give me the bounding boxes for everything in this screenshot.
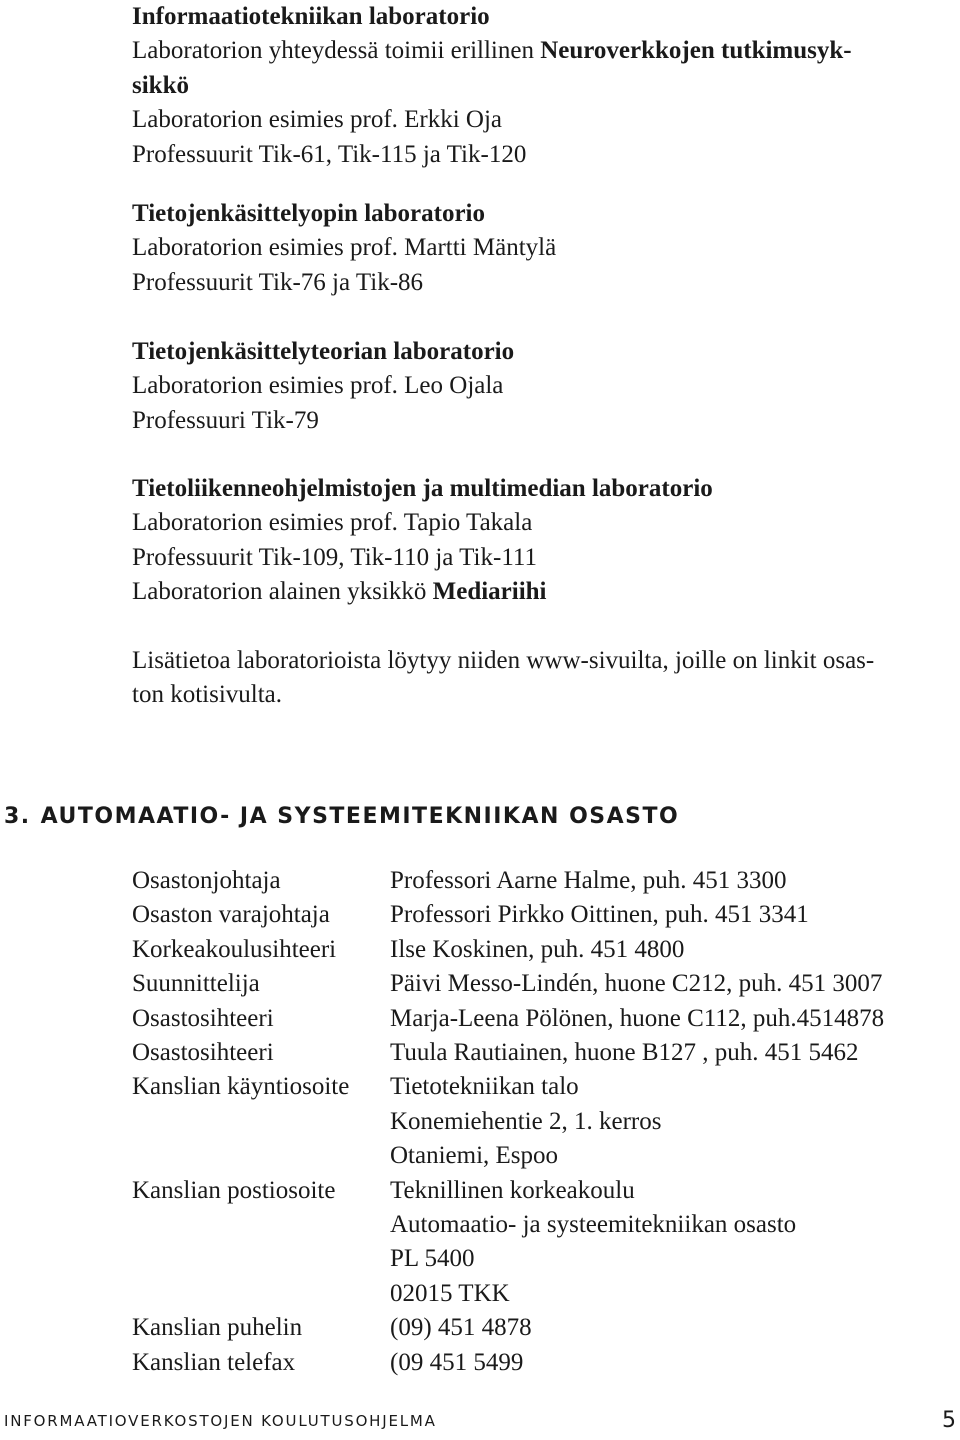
lab-title: Tietojenkäsittelyopin laboratorio	[132, 200, 486, 227]
contact-value: Tietotekniikan talo	[390, 1073, 579, 1101]
contact-value: Konemiehentie 2, 1. kerros	[390, 1107, 662, 1135]
more-info-paragraph	[132, 644, 932, 713]
contact-label: Osaston varajohtaja	[132, 901, 330, 929]
lab-professorships: Professuurit Tik-61, Tik-115 ja Tik-120	[132, 140, 527, 168]
contact-row	[132, 1002, 958, 1036]
contact-label: Osastosihteeri	[132, 1039, 274, 1067]
contact-value: Professori Pirkko Oittinen, puh. 451 3341	[390, 901, 809, 929]
contact-row	[132, 1070, 958, 1104]
lab-note-unit: Neuroverkkojen tutkimusyk-	[540, 37, 852, 65]
contact-label	[132, 1105, 390, 1139]
contact-row	[132, 967, 958, 1001]
lab-title: Informaatiotekniikan laboratorio	[132, 3, 490, 30]
contact-label: Korkeakoulusihteeri	[132, 935, 337, 963]
contact-label	[132, 1242, 390, 1276]
contact-value: (09 451 5499	[390, 1348, 524, 1376]
contact-value: Ilse Koskinen, puh. 451 4800	[390, 935, 685, 963]
lab-entry-informaatiotekniikka	[132, 0, 932, 172]
contact-row	[132, 1139, 958, 1173]
lab-head-person: Laboratorion esimies prof. Tapio Takala	[132, 509, 533, 537]
contact-label: Kanslian telefax	[132, 1348, 296, 1376]
contact-row	[132, 1174, 958, 1208]
contact-row	[132, 1036, 958, 1070]
contact-label	[132, 1208, 390, 1242]
contacts-table	[132, 864, 958, 1380]
contact-value: Automaatio- ja systeemitekniikan osasto	[390, 1211, 797, 1239]
contact-value: Professori Aarne Halme, puh. 451 3300	[390, 867, 787, 894]
more-info-line: ton kotisivulta.	[132, 681, 282, 709]
page-number: 5	[942, 1408, 956, 1433]
contact-value: Marja-Leena Pölönen, huone C112, puh.4514878	[390, 1004, 885, 1032]
contact-label	[132, 1277, 390, 1311]
lab-entry-tietoliikenneohjelmistot	[132, 472, 932, 610]
lab-entry-tietojenkasittelyteoria	[132, 335, 932, 438]
contact-row	[132, 898, 958, 932]
lab-note-text: Laboratorion yhteydessä toimii erillinen	[132, 37, 541, 65]
contact-value: Teknillinen korkeakoulu	[390, 1176, 635, 1204]
contact-value: Tuula Rautiainen, huone B127 , puh. 451 5462	[390, 1039, 859, 1067]
footer-series-title: INFORMAATIOVERKOSTOJEN KOULUTUSOHJELMA	[4, 1412, 437, 1430]
contact-row	[132, 1105, 958, 1139]
lab-professorships: Professuuri Tik-79	[132, 406, 319, 434]
lab-note	[132, 34, 932, 68]
contact-label: Suunnittelija	[132, 970, 260, 998]
lab-entry-tietojenkasittelyoppi	[132, 197, 932, 300]
lab-head-person: Laboratorion esimies prof. Leo Ojala	[132, 372, 504, 400]
contact-value: (09) 451 4878	[390, 1314, 532, 1342]
contact-row	[132, 1242, 958, 1276]
contact-label: Kanslian käyntiosoite	[132, 1073, 350, 1101]
page-footer	[4, 1408, 956, 1438]
contact-row	[132, 1311, 958, 1345]
contact-row	[132, 1277, 958, 1311]
contact-value: 02015 TKK	[390, 1279, 510, 1307]
lab-note-unit-continued: sikkö	[132, 71, 189, 99]
contact-label	[132, 1139, 390, 1173]
lab-subunit	[132, 575, 932, 609]
lab-title: Tietoliikenneohjelmistojen ja multimedian laboratorio	[132, 475, 713, 502]
lab-subunit-text: Laboratorion alainen yksikkö	[132, 578, 433, 606]
contact-label: Kanslian postiosoite	[132, 1176, 336, 1204]
contact-label: Kanslian puhelin	[132, 1314, 303, 1342]
section-title: AUTOMAATIO- JA SYSTEEMITEKNIIKAN OSASTO	[40, 804, 680, 829]
more-info-line: Lisätietoa laboratorioista löytyy niiden www-sivuilta, joille on linkit osas-	[132, 647, 875, 674]
contact-row	[132, 864, 958, 898]
contact-value: Otaniemi, Espoo	[390, 1142, 559, 1170]
contact-label: Osastonjohtaja	[132, 867, 281, 894]
lab-title: Tietojenkäsittelyteorian laboratorio	[132, 338, 515, 365]
contact-value: PL 5400	[390, 1245, 475, 1273]
lab-head-person: Laboratorion esimies prof. Martti Mäntylä	[132, 234, 557, 262]
contact-value: Päivi Messo-Lindén, huone C212, puh. 451 3007	[390, 970, 883, 998]
lab-head-person: Laboratorion esimies prof. Erkki Oja	[132, 106, 503, 134]
contact-label: Osastosihteeri	[132, 1004, 274, 1032]
contact-row	[132, 1346, 958, 1380]
lab-professorships: Professuurit Tik-109, Tik-110 ja Tik-111	[132, 543, 537, 571]
contact-row	[132, 933, 958, 967]
lab-subunit-name: Mediariihi	[432, 578, 547, 606]
contact-row	[132, 1208, 958, 1242]
section-heading	[4, 800, 904, 834]
section-number: 3.	[4, 804, 31, 829]
lab-professorships: Professuurit Tik-76 ja Tik-86	[132, 268, 424, 296]
